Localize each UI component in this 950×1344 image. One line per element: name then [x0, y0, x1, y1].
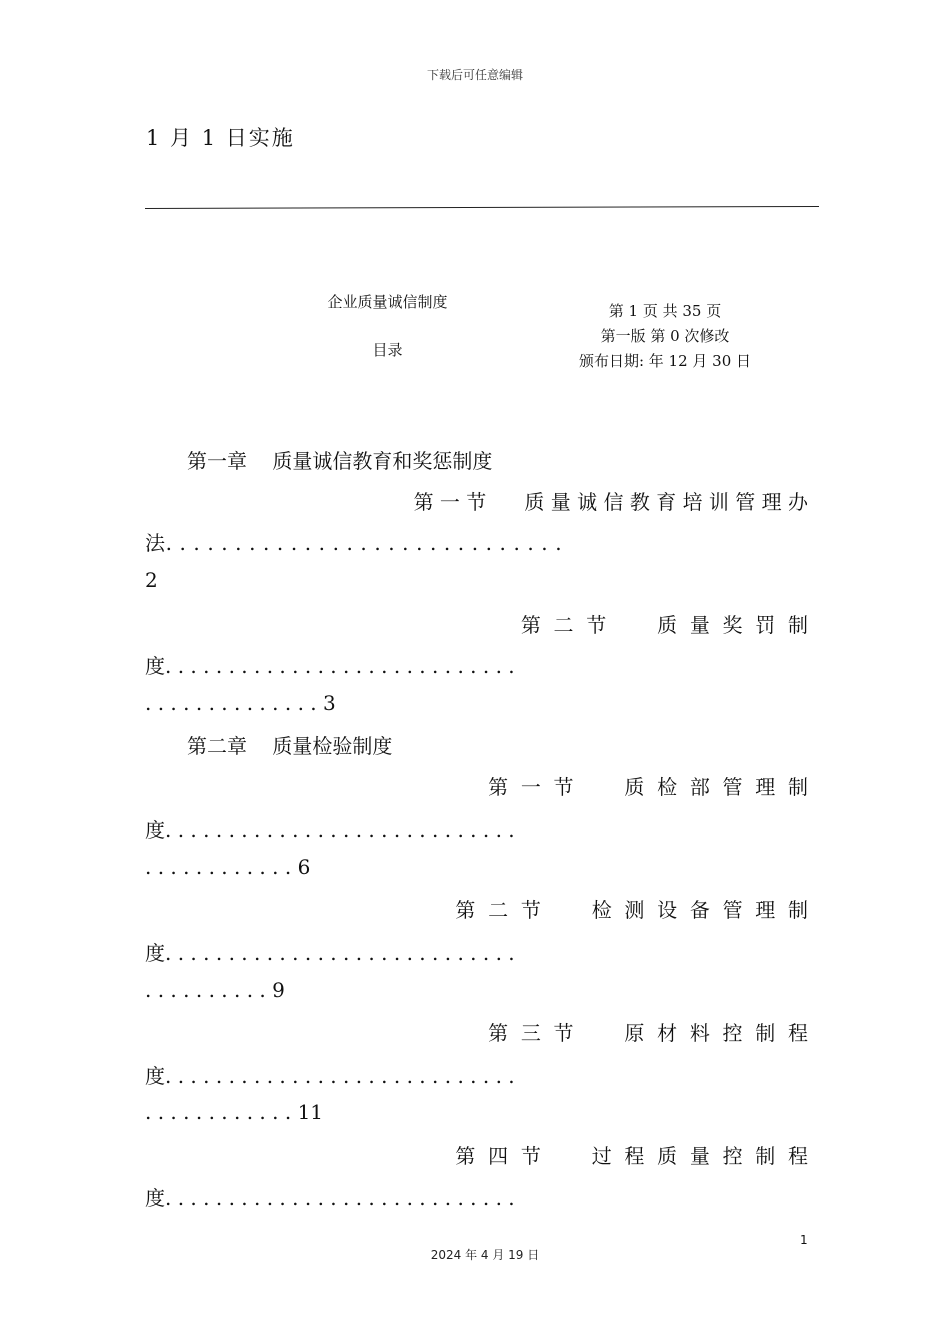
- effective-date: 1 月 1 日实施: [146, 126, 295, 150]
- header-note: 下载后可任意编辑: [426, 68, 523, 82]
- toc-ch2-sec3-page: . . . . . . . . . . . . 11: [145, 1100, 324, 1124]
- toc-ch1-sec1-leader: 法. . . . . . . . . . . . . . . . . . . . . . . . . . . . .: [145, 531, 563, 555]
- toc-ch2-sec3-leader: 度. . . . . . . . . . . . . . . . . . . . . . . . . . . .: [145, 1064, 515, 1088]
- toc-ch2-sec3-title[interactable]: 第 三 节 原 材 料 控 制 程: [488, 1021, 808, 1045]
- toc-ch2-sec1-page: . . . . . . . . . . . . 6: [145, 855, 311, 879]
- page-number: 1: [800, 1233, 808, 1247]
- document-name: 企业质量诚信制度: [327, 293, 448, 311]
- toc-ch1-sec2-page: . . . . . . . . . . . . . . 3: [145, 691, 336, 715]
- toc-ch2-sec2-page: . . . . . . . . . . 9: [145, 978, 285, 1002]
- toc-ch2-sec2-title[interactable]: 第 二 节 检 测 设 备 管 理 制: [455, 898, 808, 922]
- toc-ch2-sec1-title[interactable]: 第 一 节 质 检 部 管 理 制: [488, 775, 808, 799]
- toc-title: 目录: [372, 341, 403, 359]
- version-info: 第一版 第 0 次修改: [600, 327, 730, 345]
- toc-ch2-sec2-leader: 度. . . . . . . . . . . . . . . . . . . . . . . . . . . .: [145, 941, 515, 965]
- toc-ch1-sec2-leader: 度. . . . . . . . . . . . . . . . . . . . . . . . . . . .: [145, 654, 515, 678]
- toc-chapter-1[interactable]: 第一章 质量诚信教育和奖惩制度: [187, 449, 493, 473]
- horizontal-rule: [145, 206, 819, 209]
- toc-ch2-sec1-leader: 度. . . . . . . . . . . . . . . . . . . . . . . . . . . .: [145, 818, 515, 842]
- page-info: 第 1 页 共 35 页: [608, 302, 722, 320]
- footer-date: 2024 年 4 月 19 日: [430, 1248, 540, 1262]
- toc-ch2-sec4-title[interactable]: 第 四 节 过 程 质 量 控 制 程: [455, 1144, 808, 1168]
- toc-ch1-sec2-title[interactable]: 第 二 节 质 量 奖 罚 制: [520, 613, 808, 637]
- toc-chapter-2[interactable]: 第二章 质量检验制度: [187, 734, 393, 758]
- toc-ch2-sec4-leader: 度. . . . . . . . . . . . . . . . . . . . . . . . . . . .: [145, 1186, 515, 1210]
- issue-date: 颁布日期: 年 12 月 30 日: [578, 352, 752, 370]
- toc-ch1-sec1-title[interactable]: 第 一 节 质 量 诚 信 教 育 培 训 管 理 办: [413, 490, 808, 514]
- toc-ch1-sec1-page: 2: [145, 568, 158, 592]
